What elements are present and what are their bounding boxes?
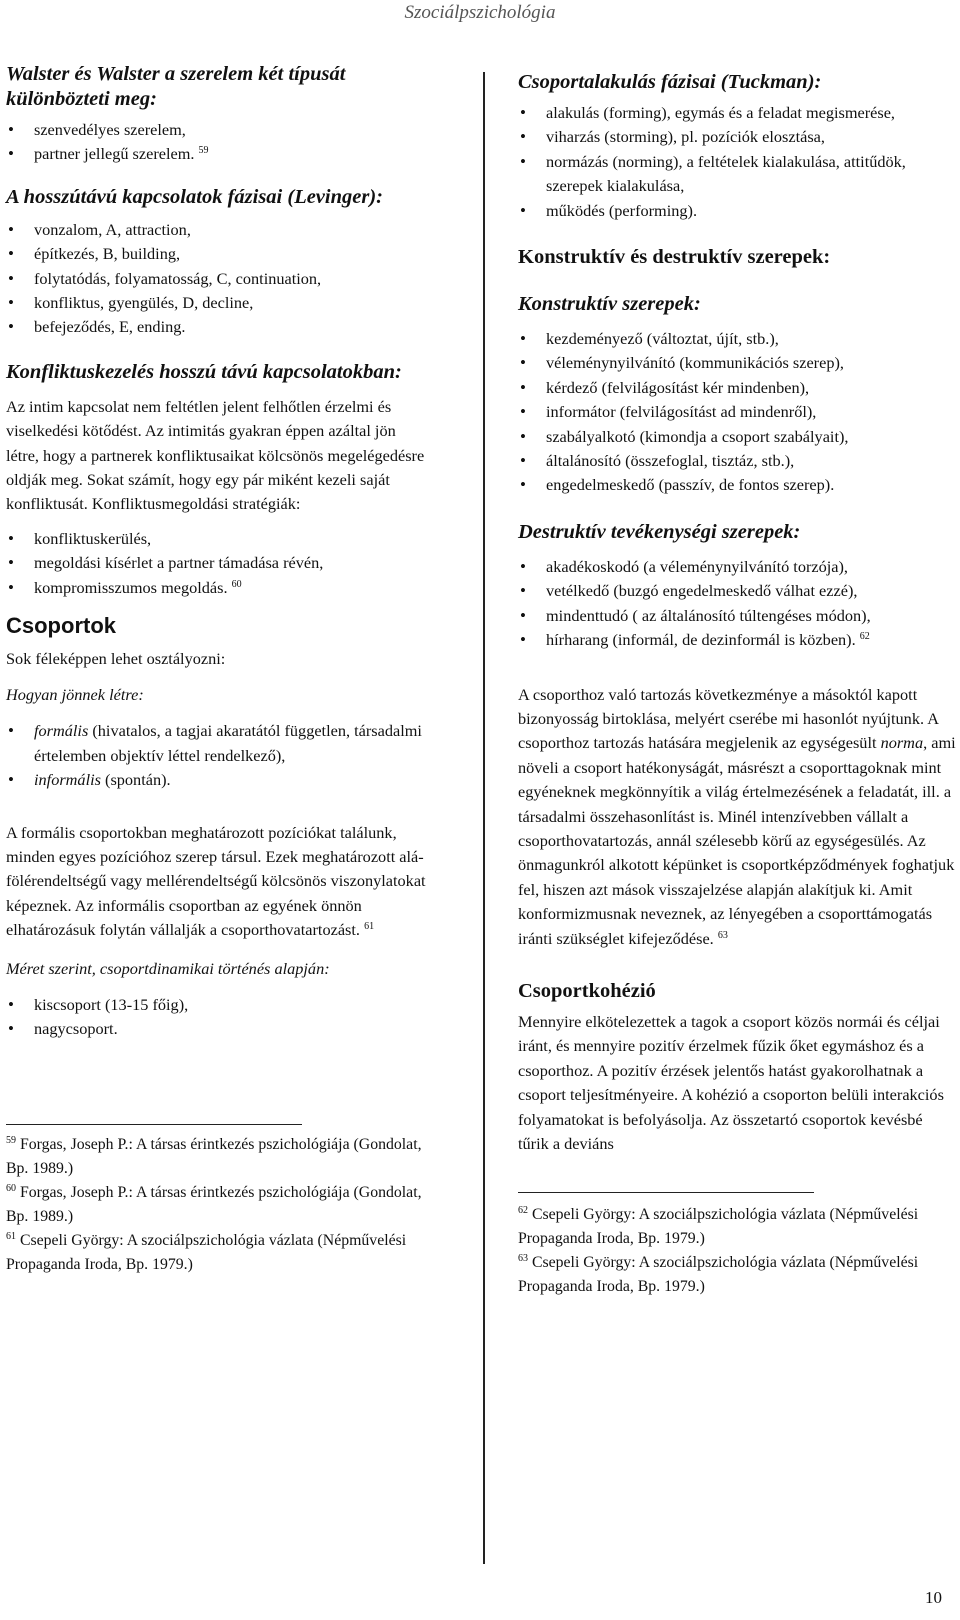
list-item: • kezdeményező (változtat, újít, stb.), xyxy=(518,327,956,351)
formal-paragraph: A formális csoportokban meghatározott pozíciókat találunk, minden egyes pozícióhoz szerep társul. Ezek meghatározott alá-fölérendeltségű vagy mellérendeltségű kölcsönös viszonylatokat képeznek. Az informális csoportban az egyének önnön elhatározásuk folytán vállalják a csoporthovatartozást. $^{61}$ xyxy=(6,822,426,940)
column-divider xyxy=(483,72,485,1564)
footnote-ref: 60 xyxy=(231,578,242,590)
right-column xyxy=(518,70,956,1299)
list-item: • építkezés, B, building, xyxy=(6,242,426,266)
footnote: $^{61}$ Csepeli György: A szociálpszichológia vázlata (Népművelési Propaganda Iroda, Bp. 1979.) xyxy=(6,1230,407,1273)
origin-list xyxy=(6,719,426,792)
list-item: • vonzalom, A, attraction, xyxy=(6,218,426,242)
belonging-paragraph: A csoporthoz való tartozás következménye a másoktól kapott bizonyosság birtoklása, melyért cserébe mi hasonlót nyújtunk. A csoporthoz tartozás hatására megjelenik az egységesült norma, ami növeli a csoport hatékonyságát, másrészt a csoporttagoknak mint egyéneknek megkönnyítik a világ értelmezésének a feladatát, ill. a társadalmi összehasonlítást is. Minél intenzívebben vállalt a csoporthovatartozás, annál szélesebb körű az egységesülés. Az önmagunkról alkotott képünket is csoportképződmények foghatjuk fel, hiszen azt mások visszajelzése alapján alakítjuk ki. Amit konformizmusnak neveznek, az lényegében a csoporttámogatás iránti szükséglet kifejeződése. $^{63}$ xyxy=(518,684,956,948)
list-item: • konfliktus, gyengülés, D, decline, xyxy=(6,291,426,315)
cohesion-paragraph: Mennyire elkötelezettek a tagok a csoport közös normái és céljai iránt, és mennyire pozitív érzelmek fűzik őket egymáshoz és a csoporthoz. A pozitív érzések jelentős hatást gyakorolhatnak a csoport teljesítményeire. A kohézió a csoporton belüli interakciós folyamatokat is befolyásolja. Az összetartó csoportok kevésbé tűrik a deviáns xyxy=(518,1011,944,1153)
levinger-heading: A hosszútávú kapcsolatok fázisai (Levinger): xyxy=(6,185,383,208)
list-item: • normázás (norming), a feltételek kialakulása, attitűdök, szerepek kialakulása, xyxy=(518,150,956,199)
list-item: • engedelmeskedő (passzív, de fontos szerep). xyxy=(518,473,956,497)
running-header: Szociálpszichológia xyxy=(404,2,556,23)
conflict-heading: Konfliktuskezelés hosszú távú kapcsolatokban: xyxy=(6,360,402,383)
list-item: • működés (performing). xyxy=(518,199,956,223)
footnotes xyxy=(518,1203,956,1299)
footnote: $^{62}$ Csepeli György: A szociálpszichológia vázlata (Népművelési Propaganda Iroda, Bp. 1979.) xyxy=(518,1205,919,1248)
conflict-paragraph: Az intim kapcsolat nem feltétlen jelent felhőtlen érzelmi és viselkedési kötődést. Az intimitás gyakran éppen azáltal jön létre, hogy a partnerek konfliktusaikat kölcsönös megelégedésre oldják meg. Sokat számít, hogy egy pár miként kezeli saját konfliktusát. Konfliktusmegoldási stratégiák: xyxy=(6,396,425,514)
list-item: • hírharang (informál, de dezinformál is közben). $^{62}$ xyxy=(518,628,956,652)
strategies-list xyxy=(6,527,426,600)
page-number: 10 xyxy=(925,1588,942,1607)
list-item: • folytatódás, folyamatosság, C, continuation, xyxy=(6,267,426,291)
list-item: • informális (spontán). xyxy=(6,768,426,792)
levinger-phases-list xyxy=(6,218,426,340)
footnote-ref: 62 xyxy=(859,631,870,643)
list-item: • alakulás (forming), egymás és a feladat megismerése, xyxy=(518,101,956,125)
destructive-roles-list xyxy=(518,555,956,653)
love-types-list xyxy=(6,118,426,167)
footnote: $^{60}$ Forgas, Joseph P.: A társas érintkezés pszichológiája (Gondolat, Bp. 1989.) xyxy=(6,1182,422,1225)
footnote-ref: 63 xyxy=(717,929,728,941)
groups-intro: Sok féleképpen lehet osztályozni: xyxy=(6,648,226,668)
list-item: • viharzás (storming), pl. pozíciók elosztása, xyxy=(518,125,956,149)
list-item: • szenvedélyes szerelem, xyxy=(6,118,426,142)
groups-heading: Csoportok xyxy=(6,613,116,639)
size-label: Méret szerint, csoportdinamikai történés alapján: xyxy=(6,958,330,978)
list-item: • befejeződés, E, ending. xyxy=(6,315,426,339)
list-item: • partner jellegű szerelem. $^{59}$ xyxy=(6,142,426,166)
footnote: $^{59}$ Forgas, Joseph P.: A társas érintkezés pszichológiája (Gondolat, Bp. 1989.) xyxy=(6,1134,422,1177)
list-item: • akadékoskodó (a véleménynyilvánító torzója), xyxy=(518,555,956,579)
list-item: • kiscsoport (13-15 főig), xyxy=(6,993,426,1017)
list-item: • konfliktuskerülés, xyxy=(6,527,426,551)
footnote-ref: 61 xyxy=(364,921,375,933)
constructive-heading: Konstruktív szerepek: xyxy=(518,293,701,316)
tuckman-heading: Csoportalakulás fázisai (Tuckman): xyxy=(518,71,822,93)
list-item: • véleménynyilvánító (kommunikációs szerep), xyxy=(518,351,956,375)
footnote-ref: 59 xyxy=(198,145,209,157)
cohesion-heading: Csoportkohézió xyxy=(518,979,656,1002)
footnotes xyxy=(6,1133,426,1277)
list-item: • mindenttudó ( az általánosító túltengéses módon), xyxy=(518,604,956,628)
list-item: • kompromisszumos megoldás. $^{60}$ xyxy=(6,576,426,600)
list-item: • vetélkedő (buzgó engedelmeskedő válhat ezzé), xyxy=(518,579,956,603)
list-item: • informátor (felvilágosítást ad mindenről), xyxy=(518,400,956,424)
roles-heading: Konstruktív és destruktív szerepek: xyxy=(518,246,831,269)
left-column xyxy=(6,62,426,1277)
list-item: • formális (hivatalos, a tagjai akaratától független, társadalmi értelemben objektív léttel rendelkező), xyxy=(6,719,426,768)
footnote-separator xyxy=(6,1124,302,1125)
list-item: • általánosító (összefoglal, tisztáz, stb.), xyxy=(518,449,956,473)
footnote-separator xyxy=(518,1192,814,1193)
footnote: $^{63}$ Csepeli György: A szociálpszichológia vázlata (Népművelési Propaganda Iroda, Bp. 1979.) xyxy=(518,1253,919,1296)
list-item: • nagycsoport. xyxy=(6,1017,426,1041)
origin-label: Hogyan jönnek létre: xyxy=(6,684,144,704)
destructive-heading: Destruktív tevékenységi szerepek: xyxy=(518,520,801,543)
list-item: • megoldási kísérlet a partner támadása révén, xyxy=(6,551,426,575)
constructive-roles-list xyxy=(518,327,956,498)
tuckman-phases-list xyxy=(518,101,956,223)
list-item: • kérdező (felvilágosítást kér mindenben), xyxy=(518,376,956,400)
walster-heading: Walster és Walster a szerelem két típusát különbözteti meg: xyxy=(6,63,346,110)
list-item: • szabályalkotó (kimondja a csoport szabályait), xyxy=(518,425,956,449)
sizes-list xyxy=(6,993,426,1042)
